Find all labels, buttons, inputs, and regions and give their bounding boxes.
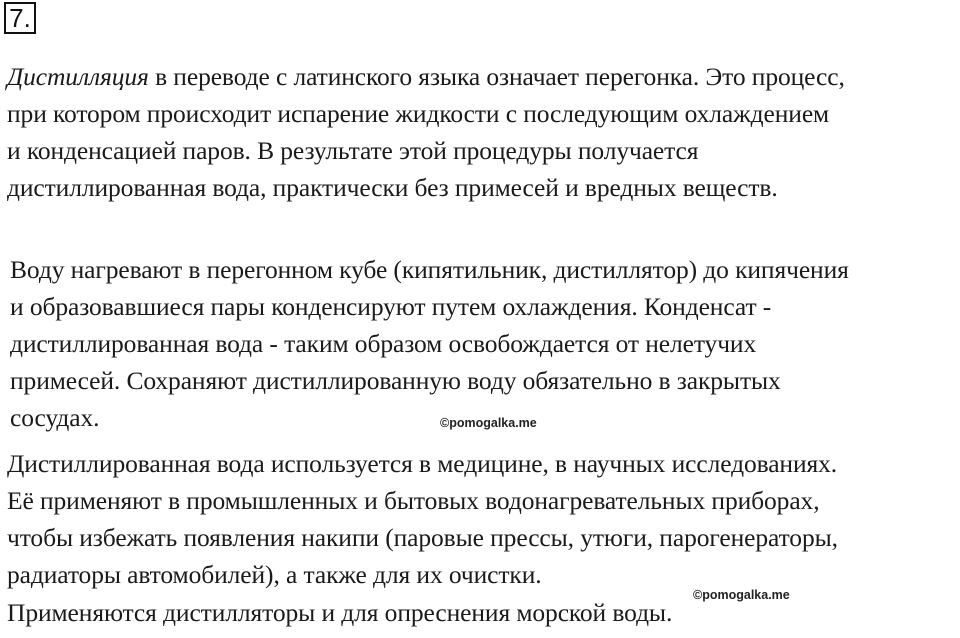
text-line: дистиллированная вода - таким образом освобождается от нелетучих (10, 329, 757, 358)
text-line: сосудах. (10, 403, 100, 432)
text-line: примесей. Сохраняют дистиллированную воду обязательно в закрытых (10, 366, 781, 395)
paragraph-definition (7, 58, 845, 206)
text-line: Применяются дистилляторы и для опреснения морской воды. (7, 598, 673, 627)
task-number-badge: 7. (4, 2, 36, 34)
watermark: ©pomogalka.me (693, 588, 790, 602)
text-line: и образовавшиеся пары конденсируют путем охлаждения. Конденсат - (10, 292, 772, 321)
text-segment: в переводе с латинского языка означает перегонка. Это процесс, (148, 62, 845, 91)
text-line: при котором происходит испарение жидкости с последующим охлаждением (7, 99, 830, 128)
paragraph-usage (7, 445, 838, 593)
paragraph-process (10, 251, 849, 436)
watermark: ©pomogalka.me (440, 416, 537, 430)
text-line: чтобы избежать появления накипи (паровые прессы, утюги, парогенераторы, (7, 523, 838, 552)
text-line: Её применяют в промышленных и бытовых водонагревательных приборах, (7, 486, 820, 515)
text-line: Дистиллированная вода используется в медицине, в научных исследованиях. (7, 449, 838, 478)
text-line: Воду нагревают в перегонном кубе (кипятильник, дистиллятор) до кипячения (10, 255, 849, 284)
text-line (7, 58, 845, 95)
paragraph-desalination (7, 594, 672, 631)
term-distillation: Дистилляция (7, 62, 149, 91)
text-line: и конденсацией паров. В результате этой процедуры получается (7, 136, 699, 165)
text-line: радиаторы автомобилей), а также для их очистки. (7, 560, 542, 589)
text-line: дистиллированная вода, практически без примесей и вредных веществ. (7, 173, 778, 202)
